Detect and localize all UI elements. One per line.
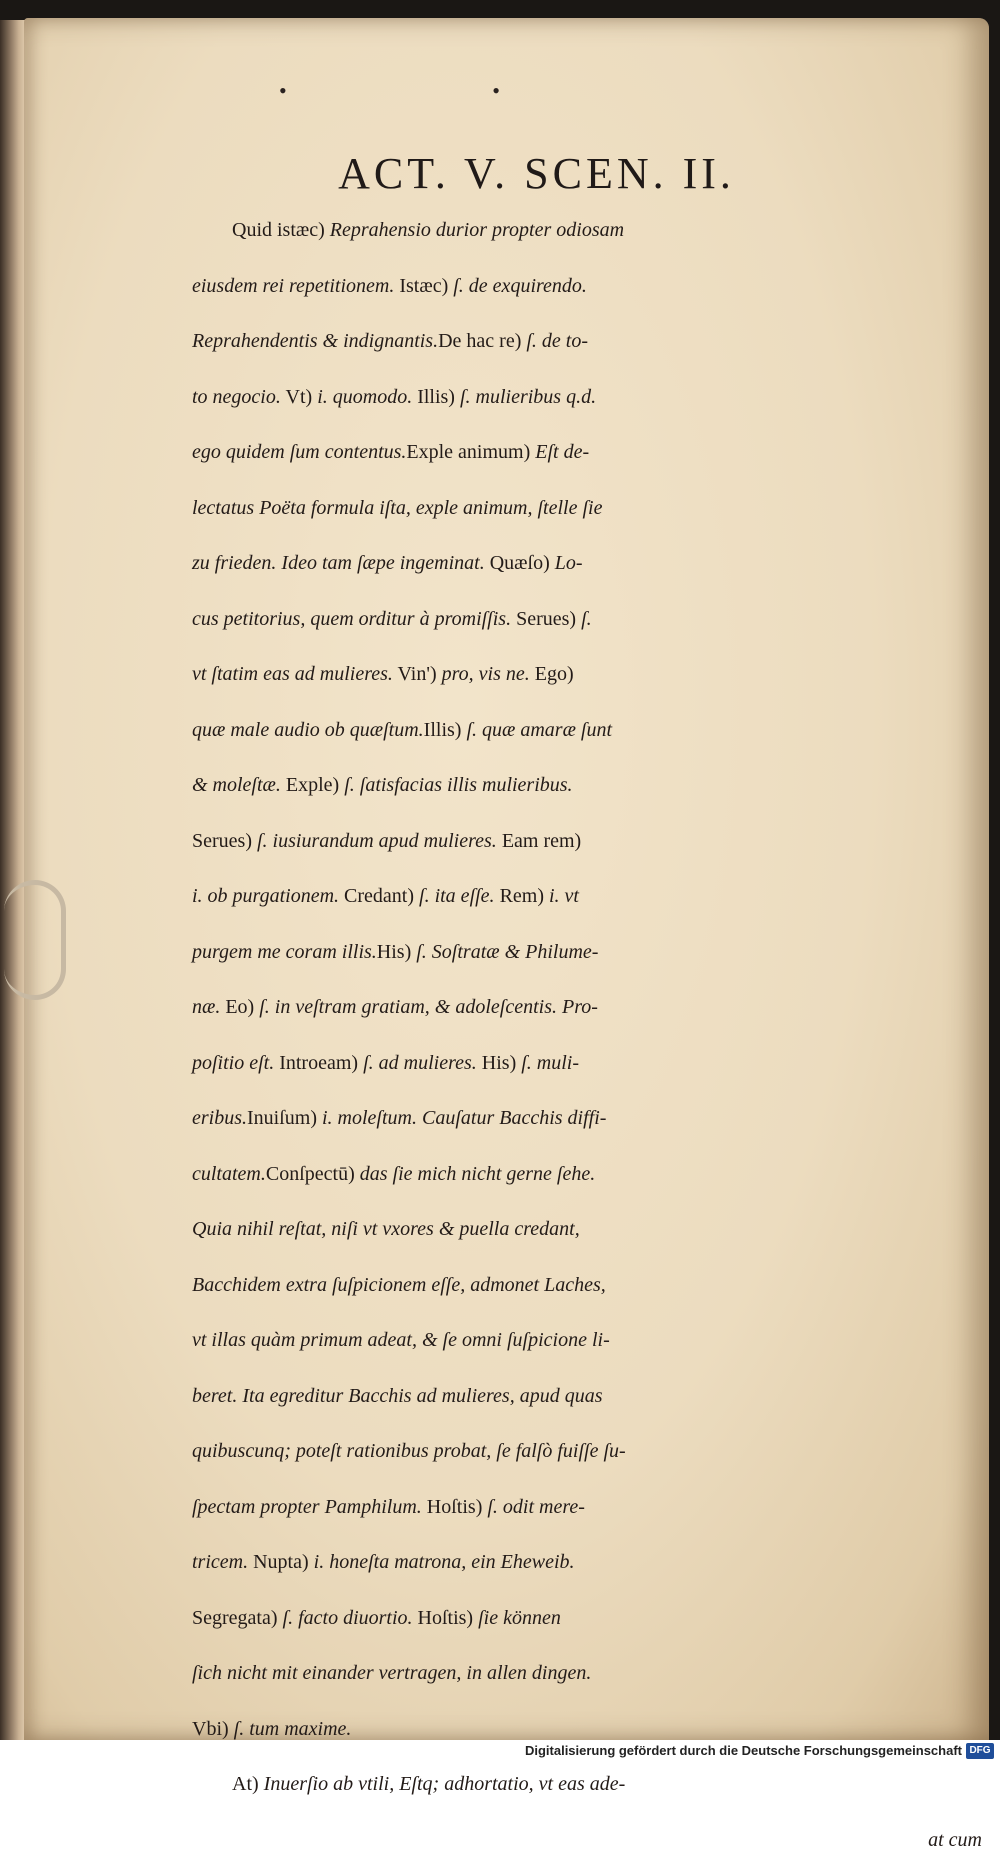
commentary-text: i. quomodo. bbox=[312, 386, 412, 408]
lemma-text: Nupta) bbox=[248, 1551, 309, 1573]
commentary-text: Quia nihil reſtat, niſi vt vxores & puella credant, bbox=[192, 1218, 580, 1240]
text-line bbox=[192, 259, 982, 315]
commentary-text: eiusdem rei repetitionem. bbox=[192, 275, 394, 297]
lemma-text: Vin') bbox=[393, 663, 437, 685]
commentary-text: i. vt bbox=[544, 885, 579, 907]
text-line bbox=[192, 758, 982, 814]
text-line bbox=[192, 1813, 982, 1868]
commentary-text: cus petitorius, quem orditur à promiſſis. bbox=[192, 608, 511, 630]
text-line bbox=[192, 481, 982, 537]
lemma-text: Rem) bbox=[495, 885, 544, 907]
text-line bbox=[192, 536, 982, 592]
text-line bbox=[192, 425, 982, 481]
commentary-text: Eſt de- bbox=[530, 441, 589, 463]
text-line bbox=[192, 370, 982, 426]
lemma-text: Vbi) bbox=[192, 1718, 229, 1740]
lemma-text: His) bbox=[377, 941, 411, 963]
lemma-text: Introeam) bbox=[274, 1052, 358, 1074]
commentary-text: pro, vis ne. bbox=[437, 663, 530, 685]
text-line bbox=[192, 1202, 982, 1258]
commentary-text: Reprahendentis & indignantis. bbox=[192, 330, 438, 352]
lemma-text: His) bbox=[477, 1052, 516, 1074]
text-line bbox=[192, 1147, 982, 1203]
lemma-text: Serues) bbox=[192, 830, 252, 852]
commentary-text: quæ male audio ob quæſtum. bbox=[192, 719, 424, 741]
commentary-text: beret. Ita egreditur Bacchis ad mulieres, apud quas bbox=[192, 1385, 603, 1407]
text-line bbox=[192, 1424, 982, 1480]
commentary-text: tricem. bbox=[192, 1551, 248, 1573]
commentary-text: ſ. tum maxime. bbox=[229, 1718, 352, 1740]
commentary-text: ſie können bbox=[473, 1607, 561, 1629]
commentary-text: eribus. bbox=[192, 1107, 247, 1129]
lemma-text: Eam rem) bbox=[497, 830, 581, 852]
commentary-text: lectatus Poëta formula iſta, exple animum, ſtelle ſie bbox=[192, 497, 602, 519]
text-line bbox=[192, 869, 982, 925]
lemma-text: At) bbox=[232, 1773, 259, 1795]
lemma-text: Serues) bbox=[511, 608, 576, 630]
commentary-text: poſitio eſt. bbox=[192, 1052, 274, 1074]
commentary-text: quibuscunq; poteſt rationibus probat, ſe falſò fuiſſe ſu- bbox=[192, 1440, 626, 1462]
commentary-text: Lo- bbox=[550, 552, 583, 574]
commentary-text: næ. bbox=[192, 996, 220, 1018]
lemma-text: Inuiſum) bbox=[247, 1107, 317, 1129]
text-line bbox=[192, 1091, 982, 1147]
commentary-text: ſ. bbox=[576, 608, 592, 630]
commentary-text: at cum bbox=[928, 1829, 982, 1851]
footer-bar bbox=[0, 1740, 1000, 1765]
lemma-text: Hoſtis) bbox=[422, 1496, 483, 1518]
commentary-text: ſ. ad mulieres. bbox=[358, 1052, 477, 1074]
commentary-text: i. honeſta matrona, ein Eheweib. bbox=[309, 1551, 575, 1573]
book-page bbox=[24, 18, 989, 1740]
commentary-text: ſpectam propter Pamphilum. bbox=[192, 1496, 422, 1518]
lemma-text: Quæſo) bbox=[485, 552, 550, 574]
commentary-text: ſ. de to- bbox=[521, 330, 588, 352]
commentary-text: zu frieden. Ideo tam ſæpe ingeminat. bbox=[192, 552, 485, 574]
commentary-text: ſ. quæ amaræ ſunt bbox=[461, 719, 612, 741]
commentary-text: ſ. de exquirendo. bbox=[448, 275, 587, 297]
commentary-text: ſ. ita eſſe. bbox=[414, 885, 495, 907]
commentary-text: to negocio. bbox=[192, 386, 281, 408]
footer-credit: Digitalisierung gefördert durch die Deutsche Forschungsgemeinschaft bbox=[525, 1743, 962, 1758]
commentary-text: ſ. muli- bbox=[516, 1052, 579, 1074]
dfg-logo: DFG bbox=[966, 1743, 994, 1759]
lemma-text: Exple) bbox=[281, 774, 339, 796]
bookmark-ribbon bbox=[4, 880, 66, 1000]
lemma-text: Vt) bbox=[281, 386, 312, 408]
body-text bbox=[192, 203, 982, 1868]
commentary-text: Bacchidem extra ſuſpicionem eſſe, admonet Laches, bbox=[192, 1274, 606, 1296]
commentary-text: ſich nicht mit einander vertragen, in allen dingen. bbox=[192, 1662, 591, 1684]
commentary-text: & moleſtæ. bbox=[192, 774, 281, 796]
lemma-text: Conſpectū) bbox=[266, 1163, 355, 1185]
commentary-text: ſ. iusiurandum apud mulieres. bbox=[252, 830, 497, 852]
text-line bbox=[192, 314, 982, 370]
text-line bbox=[192, 1591, 982, 1647]
lemma-text: Hoſtis) bbox=[413, 1607, 474, 1629]
text-line bbox=[192, 980, 982, 1036]
commentary-text: ſ. in veſtram gratiam, & adoleſcentis. Pro- bbox=[254, 996, 598, 1018]
lemma-text: Segregata) bbox=[192, 1607, 278, 1629]
text-line bbox=[192, 203, 982, 259]
lemma-text: Quid istæc) bbox=[232, 219, 325, 241]
text-line bbox=[192, 1313, 982, 1369]
lemma-text: Exple animum) bbox=[406, 441, 530, 463]
commentary-text: ſ. mulieribus q.d. bbox=[455, 386, 596, 408]
commentary-text: cultatem. bbox=[192, 1163, 266, 1185]
text-line bbox=[192, 1646, 982, 1702]
lemma-text: Illis) bbox=[412, 386, 455, 408]
text-line bbox=[192, 925, 982, 981]
text-line bbox=[192, 1757, 982, 1813]
text-line bbox=[192, 703, 982, 759]
text-line bbox=[192, 592, 982, 648]
commentary-text: vt illas quàm primum adeat, & ſe omni ſuſpicione li- bbox=[192, 1329, 610, 1351]
commentary-text: Reprahensio durior propter odiosam bbox=[325, 219, 624, 241]
lemma-text: Credant) bbox=[339, 885, 414, 907]
commentary-text: i. ob purgationem. bbox=[192, 885, 339, 907]
text-line bbox=[192, 1480, 982, 1536]
commentary-text: i. moleſtum. Cauſatur Bacchis diffi- bbox=[317, 1107, 606, 1129]
commentary-text: das ſie mich nicht gerne ſehe. bbox=[355, 1163, 596, 1185]
lemma-text: Istæc) bbox=[394, 275, 448, 297]
text-line bbox=[192, 1535, 982, 1591]
commentary-text: ſ. odit mere- bbox=[482, 1496, 585, 1518]
text-line bbox=[192, 1369, 982, 1425]
lemma-text: Ego) bbox=[530, 663, 574, 685]
commentary-text: ſ. facto diuortio. bbox=[278, 1607, 413, 1629]
text-line bbox=[192, 647, 982, 703]
page-header: ACT. V. SCEN. II. bbox=[24, 148, 989, 199]
text-line bbox=[192, 1036, 982, 1092]
text-line bbox=[192, 1258, 982, 1314]
lemma-text: Illis) bbox=[424, 719, 462, 741]
commentary-text: vt ſtatim eas ad mulieres. bbox=[192, 663, 393, 685]
commentary-text: ſ. ſatisfacias illis mulieribus. bbox=[339, 774, 572, 796]
text-line bbox=[192, 814, 982, 870]
commentary-text: Inuerſio ab vtili, Eſtq; adhortatio, vt eas ade- bbox=[259, 1773, 626, 1795]
commentary-text: ego quidem ſum contentus. bbox=[192, 441, 406, 463]
lemma-text: De hac re) bbox=[438, 330, 521, 352]
ornament-dots: • • bbox=[279, 78, 600, 104]
commentary-text: ſ. Soſtratæ & Philume- bbox=[411, 941, 598, 963]
lemma-text: Eo) bbox=[220, 996, 254, 1018]
commentary-text: purgem me coram illis. bbox=[192, 941, 377, 963]
